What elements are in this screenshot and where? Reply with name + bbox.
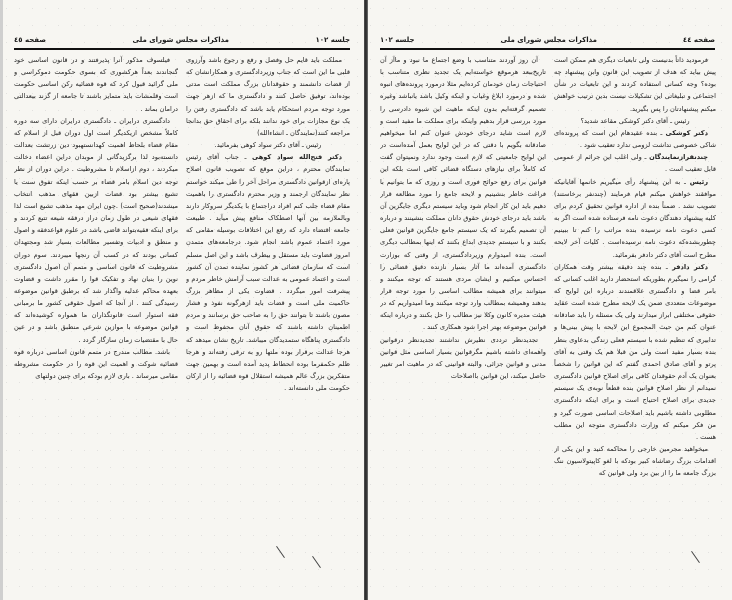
speech-text: ـ بنده چند دقیقه بیشتر وقت همکاران گرامی را نمیگیرم بطوریکه استحضار دارید اغلب کسانی که بامر قضا و دادگستری علاقمندند درباره این لوایح که موضوعات متعددی ضمن یک لایحه مطرح شده است عقاید حقوقی مختلفی ابراز میدارند ولی یک مسئله را باید صادقانه عنوان کنم من حیث المجموع این لایحه با پیش بینی‌ها و تدابیری که تنظیم شده با سیستم فعلی زندگی بدعاوی بنظر بنده بسیار مفید است ولی من قبلا هم یک وقتی به آقای پرتو و آقای صادق احمدی گفتم که این قوانین را شخصاً بعنوان یک آدم حقوقدان کافی برای اصلاح قوانین دادگستری نمیدانم از نظر اصلاح قوانین بنده قطعاً نوبه‌ی یک سیستم جدیدی برای اصلاح احتیاج است و برای اینکه دادگستری مطلوبی داشته باشیم باید اصلاحات اساسی صورت گیرد و من فکر میکنم که وزارت دادگستری متوجه این مطلب هست . bbox=[554, 262, 716, 441]
speaker-name: دکتر دادفر bbox=[672, 262, 709, 271]
page-edge bbox=[0, 0, 3, 600]
left-session-label: جلسه ١٠٢ bbox=[315, 36, 350, 44]
right-page-column-left bbox=[380, 54, 546, 524]
speech-text: ـ بنده عقیدهام این است که پرونده‌ای شاکی خصوصی نداشت لزومی ندارد تعقیب شود . bbox=[554, 128, 716, 150]
speaker-paragraph bbox=[554, 127, 716, 151]
header-rule bbox=[380, 48, 715, 50]
paragraph: فرمودید ذاتاً بدنیست ولی تابعیات دیگری هم ممکن است پیش بیاید که هدف از تصویب این قانون وابن پیشنهاد چه بوده؟ وجه کسانی استفاده کردند و این تابعیات در شأن اجتماعی و تبلیغاتی این تشکیلات نیست بدین ترتیب خواهش میکنم پیشنهادتان را پس بگیرید. bbox=[554, 56, 716, 113]
paragraph: دادگستری درایران ـ دادگستری درایران دارای سه دوره کاملاً مشخص ازیکدیگر است اول دوران قبل از اسلام که مقام قضاء بلحاظ اهمیت کهدانستهبود دین زرتشت بعدالت دانسته‌بود لذا برگزیدگانی از موبدان دراین اعضاء دخالت میکردند ، دوم ازاسلام تا مشروطیت . دراین دوران از نظر توجه دین اسلام بامر قضاء بر حسب اینکه تفوق سنت یا تشیع بیشتر بود قضات ازبین فقهای مذهب انتخاب میشدند(صحیح است) .چون ایران مهد مذهب تشیع است لذا فقهای شیعی در طول زمان دراز درفقه شیعه تتبع کردند و برای اینکه فقیه‌بتواند قاضی باشد در علوم قواعدفقه و اصول و منطق و ادبیات وتفسیر مطالعات بسیار شد ومجتهدان کسانی بودند که در کسب آن رنجها میبردند. سوم دوران مشروطیت که قانون اساسی و متمم آن اصول دادگستری نوین را بنیان نهاد و تفکیک قوا را مقرر داشت و قضاوت بعهده محاکم عدلیه واگذار شد که برطبق قوانین موضوعه رسیدگی کنند . از آنجا که اصول حقوقی کشور ما برمبانی فقه استوار است قانونگذاران ما همواره کوشیده‌اند که قوانین موضوعه با موازین شرعی منطبق باشد و در عین حال با مقتضیات زمان سازگار گردد . bbox=[14, 116, 178, 344]
header-rule bbox=[14, 48, 350, 50]
chair-line: رئیس ـ آقای دکتر کوشکی مقاعد شدید؟ bbox=[580, 116, 690, 125]
left-page-number: صفحه ٤٥ bbox=[14, 36, 47, 44]
chair-line: رئیس ـ آقای دکتر سواد کوهی بفرمائید. bbox=[214, 141, 322, 150]
speech-text: ـ ولی اغلب این جرائم از عمومی قابل تعقیب است . bbox=[554, 153, 716, 174]
left-page-column-right bbox=[186, 54, 350, 524]
speaker-name: رئیس bbox=[689, 177, 708, 186]
paragraph: فیلسوف مذکور آنرا پذیرفتند و در قانون اساسی خود گنجاندند بعداً هرکشوری که بسوی حکومت دموکراسی و ملی گرائید قبول کرد که قوه قضائیه رکن اساسی حکومت است وقلمشات باید متمایز باشند تا جامعه از گزند بیعدالتی درامان بماند . bbox=[14, 56, 178, 113]
paragraph: مملکت باید قایم حل وفصل و رفع و رجوع باشد وآرزوی قلبی ما این است که جناب وزیردادگستری و همکارانشان که از قضات دانشمند و حقوقدانان بزرگ مملکت است مدتی بوده‌اند، توفیق حاصل کنند و دادگستری ما که ازهر جهت مورد توجه مردم استحکام یابد باشد که دادگستری رفتن را یک نوع مجازات برای خود ندانند بلکه برای احقاق حق بدانجا مراجعه کنند(نمایندگان ـ انشاءالله) bbox=[186, 56, 350, 137]
left-header-title: مذاکرات مجلس شورای ملی bbox=[132, 36, 229, 44]
paragraph: میخواهید مجرمین خارجی را محاکمه کنید و این یکی از اقدامات بزرگ رضاشاه کبیر بودکه با لغو کاپیتولاسیون ننگ بزرگ جامعه ما را از بین برد ولی قوانین که bbox=[554, 445, 716, 478]
right-running-header bbox=[380, 33, 715, 47]
speaker-name: چندنفرازنمایندگان bbox=[649, 153, 708, 162]
speech-text: ـ جناب آقای رئیس نمایندگان محترم ، دراین موقع که تصویب قانون اصلاح پاره‌ای ازقوانین دادگستری مراحل آخر را طی میکند خواستم نظر نمایندگان ارجمند و وزیر محترم دادگستری را باهمیت مقام قضاء جلب کنم افراد دراجتماع با یکدیگر سروکار دارند وبالملازمه بین آنها اصطکاک منافع پیش میآید . طبیعت جامعه اقتضاء دارد که رفع این اختلافات بوسیله مقامی که مورد اعتماد عموم باشد انجام شود. درجامعه‌های متمدن امروز قضاوت باید مستقل و بیطرف باشد و این اصل مسلم است که سازمان قضائی هر کشور نماینده تمدن آن کشور است و اعتماد عمومی به عدالت سبب آرامش خاطر مردم و پیشرفت امور میگردد . قضاوت یکی از مظاهر بزرگ حاکمیت ملی است و قضات باید ازهرگونه نفوذ و فشار مصون باشند تا بتوانند حق را به صاحب حق برسانند و مردم اطمینان داشته باشند که حقوق آنان محفوظ است و دادگستری پناهگاه ستمدیدگان میباشد. تاریخ نشان میدهد که هرجا عدالت برقرار بوده ملتها رو به ترقی رفته‌اند و هرجا ظلم حکمفرما بوده انحطاط پدید آمده است و بهمین جهت متفکرین بزرگ عالم همیشه استقلال قوه قضائیه را از ارکان حکومت ملی دانسته‌اند . bbox=[186, 153, 350, 393]
speaker-paragraph bbox=[186, 151, 350, 394]
paragraph: تجدیدنظر ترددی نظیرش نداشتند تجدیدنظر درقوانین واهمه‌ای داشته باشیم مگرقوانین بسیار اساسی مثل قوانین مدنی و قوانین جزائی، والبته قوانینی که در ماهیت امر تغییر حاصل میکند، این قوانین بااصلاحات bbox=[380, 335, 546, 381]
left-page-column-left bbox=[14, 54, 178, 524]
speaker-name: دکتر کوشکی bbox=[665, 128, 708, 137]
book-gutter bbox=[364, 0, 368, 600]
right-header-title: مذاکرات مجلس شورای ملی bbox=[500, 36, 597, 44]
speaker-paragraph bbox=[554, 151, 716, 175]
paragraph: باشد. مطالب مندرج در متمم قانون اساسی درباره قوه قضائیه شوکت و اهمیت این قوه را در حکومت مشروطه مقامی میرساند . باری لازم بودکه برای چنین دولتهای bbox=[14, 347, 178, 381]
left-running-header bbox=[14, 33, 350, 47]
speaker-name: دکتر فتح‌الله سواد کوهی bbox=[252, 153, 343, 162]
right-session-label: جلسه ١٠٢ bbox=[380, 36, 415, 44]
right-page-number: صفحه ٤٤ bbox=[682, 36, 715, 44]
speech-text: ـ به این پیشنهاد رأی میگیریم خانمها آقایانیکه موافقند خواهش میکنم قیام فرمایند (چندنفر برخاستند) تصویب نشد . ضمناً بنده از اداره قوانین تحقیق کردم برای کلیه پیشنهاد دهندگان دعوت نامه فرستاده شده است اگر به کسی دعوت نامه نرسیده‌ بنده مراتب را کنم تا ببینیم چطوربشده‌که دعوت نامه نرسیده‌است . کلیات آخر لایحه مطرح است آقای دکتر دادفر بفرمائید. bbox=[554, 177, 716, 259]
speaker-paragraph bbox=[554, 261, 716, 443]
right-page-column-right bbox=[554, 54, 716, 524]
speaker-paragraph bbox=[554, 176, 716, 261]
paragraph: آن روز آوردند متناسب با وضع اجتماع ما نبود و ماآز آن تاریخ‌ببعد هرموقع خواسته‌ایم یک تجدید نظری متناسب با احتیاجات زمان خودمان کرده‌ایم مثلا درمورد پرونده‌های انبوه شده و درمورد ابلاغ وغیاب و اینکه وکیل باشد یانباشد وغیره تصمیم گرفته‌ایم بدون اینکه ماهیت این شیوه دادرسی را مورد بررسی قرار بدهیم واینکه برای مملکت ما مفید است و لازم است شاید درجای خودش عنوان کنم اما میخواهیم صادقانه بگویم با دقتی که در این لوایح بعمل آمده‌است در این لوایح جامعیتی که لازم است وجود ندارد ونمیتوان گفت که کاملاً برای نیازهای دستگاه قضائی کافی است بلکه این قوانین برای رفع حوائج فوری است و روزی که ما بتوانیم با فراغت خاطر بنشینیم و لایحه جامع را مورد مطالعه قرار دهیم باید این کار انجام شود وباید سیستم دیگری جایگزین آن باشد باید درجای خودش حقوق دانان مملکت بنشینند و درباره آن تصمیم بگیرند که یک سیستم جامع جایگزین قوانین فعلی بکنند و با سیستم جدیدی ابداع بکنند که اینها بمطالب دیگری است. بنده امیدوارم وزیردادگستری، از وقتی که بوزارت دادگستری آمده‌اند ما آثار بسیار نازنده دقیق قضائی را احساس میکنیم و ایشان مردی هستند که توجه میکنند و میتوانند برای همیشه مطالب اساسی را مورد توجه قرار بدهند وهمیشه بمطالب وارد توجه میکنند وما امیدواریم که در هیئت مدیره کانون وکلا نیز مطالب را حل بکنند و درباره اینکه قوانین موضوعه بهتر اجرا شود همکاری کنند . bbox=[380, 56, 546, 332]
right-page bbox=[366, 0, 732, 600]
